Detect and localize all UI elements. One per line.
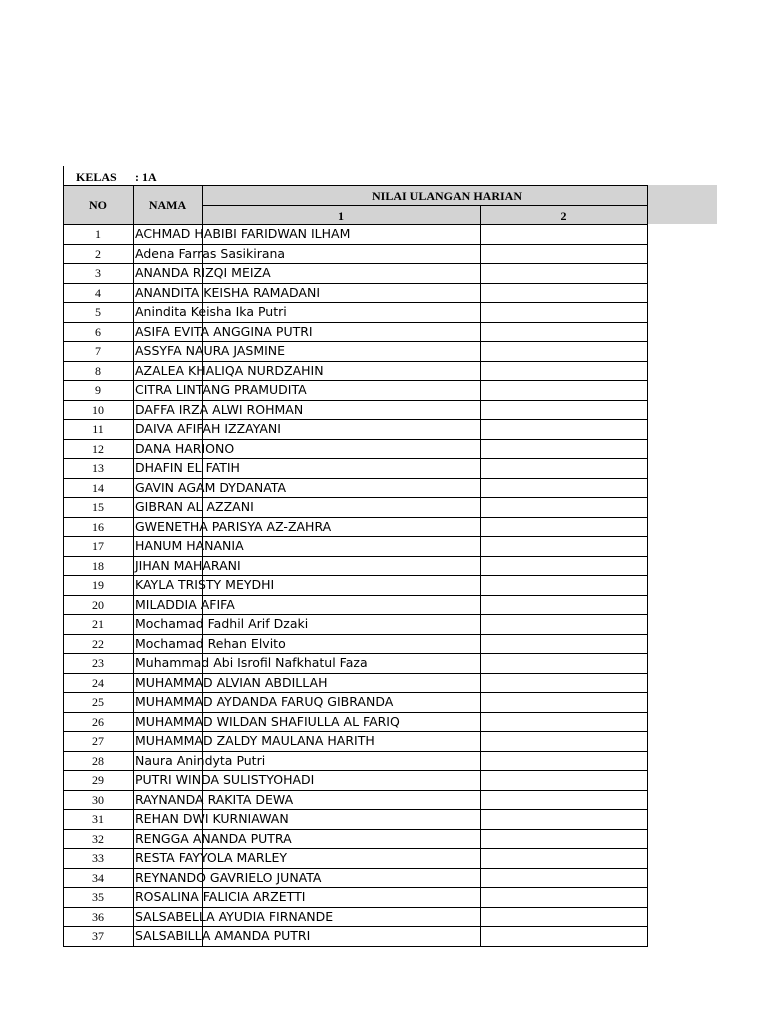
row-number: 5 xyxy=(95,305,101,319)
student-name: HANUM HANANIA xyxy=(135,538,244,553)
row-number: 15 xyxy=(92,500,104,514)
student-name: REYNANDO GAVRIELO JUNATA xyxy=(135,870,322,885)
table-row xyxy=(63,380,647,400)
table-row xyxy=(63,653,647,673)
table-row xyxy=(63,439,647,459)
column-header-score-2: 2 xyxy=(560,209,567,223)
row-number: 36 xyxy=(92,910,104,924)
row-number: 10 xyxy=(92,403,104,417)
table-row xyxy=(63,634,647,654)
student-name: Muhammad Abi Isrofil Nafkhatul Faza xyxy=(135,655,368,670)
student-name: ROSALINA FALICIA ARZETTI xyxy=(135,889,306,904)
row-number: 27 xyxy=(92,734,104,748)
table-row xyxy=(63,848,647,868)
row-number: 32 xyxy=(92,832,104,846)
student-name: ASSYFA NAURA JASMINE xyxy=(135,343,286,358)
table-row xyxy=(63,712,647,732)
student-name: Mochamad Rehan Elvito xyxy=(135,636,286,651)
row-number: 8 xyxy=(95,364,101,378)
table-row xyxy=(63,458,647,478)
table-row xyxy=(63,887,647,907)
student-name: MUHAMMAD WILDAN SHAFIULLA AL FARIQ xyxy=(135,714,400,729)
row-number: 6 xyxy=(95,325,101,339)
row-number: 29 xyxy=(92,773,104,787)
student-name: GAVIN AGAM DYDANATA xyxy=(135,480,287,495)
student-name: RAYNANDA RAKITA DEWA xyxy=(135,792,294,807)
table-row xyxy=(63,809,647,829)
grid-line xyxy=(647,185,648,946)
column-header-score-1: 1 xyxy=(338,209,344,223)
table-row xyxy=(63,907,647,927)
row-number: 21 xyxy=(92,617,104,631)
student-name: ACHMAD HABIBI FARIDWAN ILHAM xyxy=(135,226,351,241)
student-name: Mochamad Fadhil Arif Dzaki xyxy=(135,616,309,631)
row-number: 35 xyxy=(92,890,104,904)
student-name: Anindita Keisha Ika Putri xyxy=(135,304,287,319)
table-row xyxy=(63,926,647,946)
student-name: MUHAMMAD AYDANDA FARUQ GIBRANDA xyxy=(135,694,394,709)
row-number: 24 xyxy=(92,676,104,690)
student-name: SALSABILLA AMANDA PUTRI xyxy=(135,928,311,943)
table-row xyxy=(63,751,647,771)
row-number: 34 xyxy=(92,871,104,885)
table-row xyxy=(63,731,647,751)
student-name: DAIVA AFIFAH IZZAYANI xyxy=(135,421,281,436)
table-row xyxy=(63,829,647,849)
student-name: GIBRAN AL AZZANI xyxy=(135,499,254,514)
row-number: 2 xyxy=(95,247,101,261)
row-number: 20 xyxy=(92,598,104,612)
grid-line xyxy=(63,185,647,186)
row-number: 12 xyxy=(92,442,104,456)
row-number: 14 xyxy=(92,481,104,495)
table-row xyxy=(63,868,647,888)
grid-line xyxy=(63,946,648,947)
row-number: 17 xyxy=(92,539,104,553)
student-name: RESTA FAYYOLA MARLEY xyxy=(135,850,288,865)
table-row xyxy=(63,478,647,498)
table-row xyxy=(63,575,647,595)
student-name: ANANDITA KEISHA RAMADANI xyxy=(135,285,321,300)
student-name: MUHAMMAD ZALDY MAULANA HARITH xyxy=(135,733,375,748)
row-number: 1 xyxy=(95,227,101,241)
class-value: : 1A xyxy=(135,170,157,184)
row-number: 25 xyxy=(92,695,104,709)
table-row xyxy=(63,790,647,810)
row-number: 37 xyxy=(92,929,104,943)
row-number: 18 xyxy=(92,559,104,573)
table-row xyxy=(63,595,647,615)
table-row xyxy=(63,770,647,790)
row-number: 28 xyxy=(92,754,104,768)
student-name: MUHAMMAD ALVIAN ABDILLAH xyxy=(135,675,328,690)
table-row xyxy=(63,673,647,693)
student-name: JIHAN MAHARANI xyxy=(135,558,241,573)
table-row xyxy=(63,400,647,420)
table-row xyxy=(63,341,647,361)
row-number: 26 xyxy=(92,715,104,729)
row-number: 16 xyxy=(92,520,104,534)
grid-line xyxy=(202,205,647,206)
class-label: KELAS xyxy=(76,170,117,184)
table-row xyxy=(63,556,647,576)
student-name: DHAFIN EL FATIH xyxy=(135,460,240,475)
student-name: REHAN DWI KURNIAWAN xyxy=(135,811,289,826)
table-row xyxy=(63,419,647,439)
student-name: DAFFA IRZA ALWI ROHMAN xyxy=(135,402,304,417)
student-name: SALSABELLA AYUDIA FIRNANDE xyxy=(135,909,334,924)
table-row xyxy=(63,224,647,244)
row-number: 22 xyxy=(92,637,104,651)
student-name: PUTRI WINDA SULISTYOHADI xyxy=(135,772,315,787)
table-row xyxy=(63,536,647,556)
student-name: KAYLA TRISTY MEYDHI xyxy=(135,577,275,592)
column-header-nama: NAMA xyxy=(148,198,187,212)
table-row xyxy=(63,614,647,634)
table-row xyxy=(63,361,647,381)
row-number: 11 xyxy=(92,422,104,436)
row-number: 31 xyxy=(92,812,104,826)
row-number: 23 xyxy=(92,656,104,670)
row-number: 13 xyxy=(92,461,104,475)
student-name: MILADDIA AFIFA xyxy=(135,597,235,612)
table-row xyxy=(63,497,647,517)
student-name: RENGGA ANANDA PUTRA xyxy=(135,831,292,846)
table-row xyxy=(63,302,647,322)
column-group-title: NILAI ULANGAN HARIAN xyxy=(372,189,523,203)
row-number: 30 xyxy=(92,793,104,807)
class-info-row xyxy=(63,166,648,185)
student-name: ASIFA EVITA ANGGINA PUTRI xyxy=(135,324,313,339)
row-number: 7 xyxy=(95,344,101,358)
row-number: 4 xyxy=(95,286,101,300)
table-row xyxy=(63,263,647,283)
student-name: GWENETHA PARISYA AZ-ZAHRA xyxy=(135,519,332,534)
student-name: DANA HARIONO xyxy=(135,441,235,456)
student-name: Adena Farras Sasikirana xyxy=(135,246,286,261)
table-row xyxy=(63,322,647,342)
row-number: 33 xyxy=(92,851,104,865)
table-row xyxy=(63,244,647,264)
student-name: CITRA LINTANG PRAMUDITA xyxy=(135,382,307,397)
column-header-no: NO xyxy=(89,198,107,212)
row-number: 3 xyxy=(95,266,101,280)
row-number: 9 xyxy=(95,383,101,397)
table-row xyxy=(63,692,647,712)
table-row xyxy=(63,517,647,537)
student-name: Naura Anindyta Putri xyxy=(135,753,266,768)
table-row xyxy=(63,283,647,303)
row-number: 19 xyxy=(92,578,104,592)
student-name: ANANDA RIZQI MEIZA xyxy=(135,265,271,280)
student-name: AZALEA KHALIQA NURDZAHIN xyxy=(135,363,324,378)
